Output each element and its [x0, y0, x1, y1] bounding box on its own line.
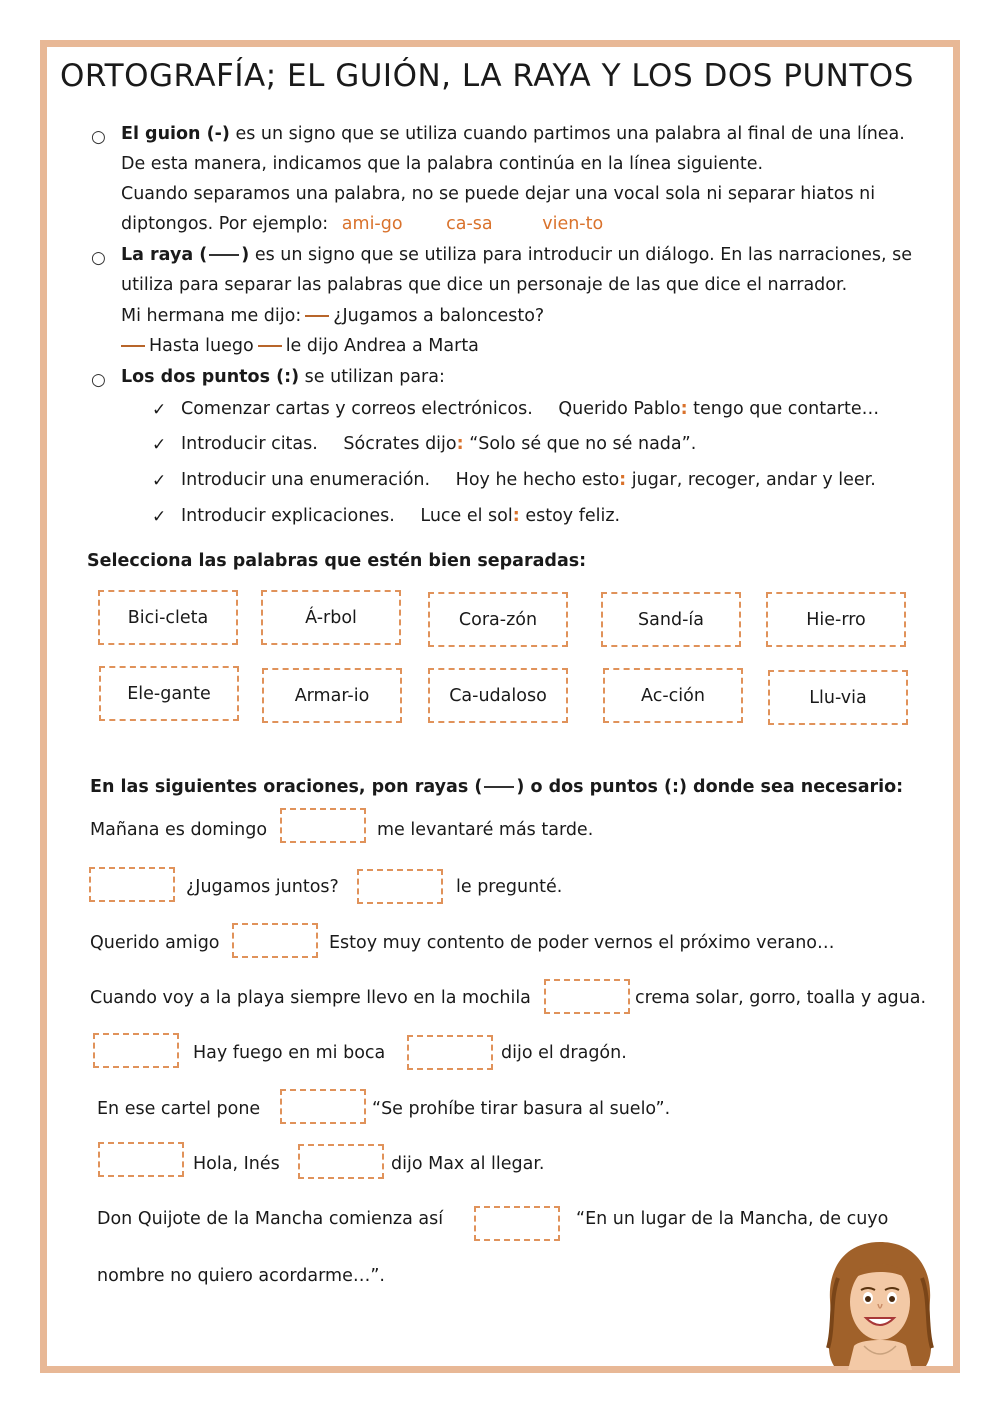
answer-blank[interactable]	[280, 808, 366, 843]
colon-mark: :	[512, 506, 520, 526]
check-icon: ✓	[152, 471, 167, 491]
dos-puntos-line	[121, 367, 445, 388]
raya-term-end: )	[241, 245, 250, 265]
sentence-text: Mañana es domingo	[90, 820, 268, 840]
use-label: Comenzar cartas y correos electrónicos.	[181, 399, 533, 419]
use-item	[181, 506, 620, 527]
guion-line-4-text: diptongos. Por ejemplo:	[121, 214, 329, 234]
colon-mark: :	[619, 470, 627, 490]
check-icon: ✓	[152, 507, 167, 527]
sentence-text: “Se prohíbe tirar basura al suelo”.	[372, 1099, 671, 1119]
guion-term: El guion (-)	[121, 124, 230, 144]
answer-blank[interactable]	[98, 1142, 184, 1177]
use-example-a: Hoy he hecho esto	[455, 470, 620, 490]
use-example-a: Querido Pablo	[558, 399, 681, 419]
raya-example-1-b: ¿Jugamos a baloncesto?	[333, 306, 545, 326]
answer-blank[interactable]	[357, 869, 443, 904]
use-label: Introducir una enumeración.	[181, 470, 431, 490]
guion-line-1	[121, 124, 905, 145]
use-label: Introducir explicaciones.	[181, 506, 395, 526]
exercise1-instruction: Selecciona las palabras que estén bien separadas:	[87, 551, 587, 571]
raya-example-2-b: le dijo Andrea a Marta	[285, 336, 479, 356]
word-option[interactable]: Cora-zón	[428, 592, 568, 647]
use-item	[181, 470, 876, 491]
exercise2-instruction-b: ) o dos puntos (:) donde sea necesario:	[516, 777, 904, 797]
word-option[interactable]: Llu-via	[768, 670, 908, 725]
word-option[interactable]: Hie-rro	[766, 592, 906, 647]
use-example-b: “Solo sé que no sé nada”.	[469, 434, 697, 454]
check-icon: ✓	[152, 400, 167, 420]
use-item	[181, 434, 696, 455]
answer-blank[interactable]	[298, 1144, 384, 1179]
sentence-text: Estoy muy contento de poder vernos el próximo verano…	[329, 933, 835, 953]
word-option[interactable]: Sand-ía	[601, 592, 741, 647]
word-option[interactable]: Ele-gante	[99, 666, 239, 721]
answer-blank[interactable]	[407, 1035, 493, 1070]
sentence-text: nombre no quiero acordarme…”.	[97, 1266, 385, 1286]
dos-puntos-term: Los dos puntos (:)	[121, 367, 300, 387]
colon-mark: :	[456, 434, 464, 454]
sentence-text: Querido amigo	[90, 933, 220, 953]
guion-line-3: Cuando separamos una palabra, no se puede dejar una vocal sola ni separar hiatos ni	[121, 184, 876, 204]
sentence-text: Don Quijote de la Mancha comienza así	[97, 1209, 444, 1229]
raya-term: La raya (	[121, 245, 208, 265]
check-icon: ✓	[152, 435, 167, 455]
colon-mark: :	[680, 399, 688, 419]
raya-line-1-text: es un signo que se utiliza para introducir un diálogo. En las narraciones, se	[254, 245, 912, 265]
page-title: ORTOGRAFÍA; EL GUIÓN, LA RAYA Y LOS DOS PUNTOS	[60, 58, 914, 94]
raya-dash	[258, 345, 282, 347]
raya-example-2-a: Hasta luego	[149, 336, 254, 356]
raya-dash	[121, 345, 145, 347]
sentence-text: En ese cartel pone	[97, 1099, 261, 1119]
word-option[interactable]: Á-rbol	[261, 590, 401, 645]
use-label: Introducir citas.	[181, 434, 318, 454]
sentence-text: ¿Jugamos juntos?	[186, 877, 339, 897]
guion-line-4	[121, 214, 603, 235]
raya-example-2	[121, 336, 479, 357]
answer-blank[interactable]	[544, 979, 630, 1014]
exercise2-instruction-a: En las siguientes oraciones, pon rayas (	[90, 777, 483, 797]
raya-symbol	[484, 786, 514, 788]
raya-example-1-a: Mi hermana me dijo:	[121, 306, 302, 326]
raya-line-1	[121, 245, 912, 266]
use-example-b: jugar, recoger, andar y leer.	[631, 470, 876, 490]
example-word: ca-sa	[446, 214, 493, 234]
bullet-icon: ○	[91, 370, 106, 390]
exercise2-instruction	[90, 777, 903, 798]
word-option[interactable]: Ac-ción	[603, 668, 743, 723]
teacher-avatar	[820, 1238, 940, 1370]
example-word: vien-to	[542, 214, 604, 234]
word-option[interactable]: Bici-cleta	[98, 590, 238, 645]
use-example-b: estoy feliz.	[525, 506, 621, 526]
raya-line-2: utiliza para separar las palabras que dice un personaje de las que dice el narrador.	[121, 275, 848, 295]
raya-example-1	[121, 306, 544, 327]
bullet-icon: ○	[91, 127, 106, 147]
sentence-text: Hola, Inés	[193, 1154, 280, 1174]
use-example-a: Sócrates dijo	[343, 434, 457, 454]
sentence-text: me levantaré más tarde.	[377, 820, 594, 840]
sentence-text: dijo el dragón.	[501, 1043, 627, 1063]
dos-puntos-intro: se utilizan para:	[304, 367, 445, 387]
answer-blank[interactable]	[474, 1206, 560, 1241]
use-item	[181, 399, 879, 420]
answer-blank[interactable]	[232, 923, 318, 958]
sentence-text: Cuando voy a la playa siempre llevo en la mochila	[90, 988, 531, 1008]
answer-blank[interactable]	[93, 1033, 179, 1068]
use-example-a: Luce el sol	[420, 506, 513, 526]
raya-symbol	[209, 254, 239, 256]
example-word: ami-go	[341, 214, 403, 234]
use-example-b: tengo que contarte…	[693, 399, 880, 419]
raya-dash	[305, 315, 329, 317]
bullet-icon: ○	[91, 248, 106, 268]
guion-line-1-text: es un signo que se utiliza cuando partimos una palabra al final de una línea.	[235, 124, 905, 144]
sentence-text: dijo Max al llegar.	[391, 1154, 545, 1174]
sentence-text: crema solar, gorro, toalla y agua.	[635, 988, 927, 1008]
sentence-text: Hay fuego en mi boca	[193, 1043, 386, 1063]
word-option[interactable]: Armar-io	[262, 668, 402, 723]
answer-blank[interactable]	[280, 1089, 366, 1124]
sentence-text: “En un lugar de la Mancha, de cuyo	[576, 1209, 889, 1229]
guion-line-2: De esta manera, indicamos que la palabra continúa en la línea siguiente.	[121, 154, 764, 174]
word-option[interactable]: Ca-udaloso	[428, 668, 568, 723]
answer-blank[interactable]	[89, 867, 175, 902]
sentence-text: le pregunté.	[456, 877, 563, 897]
